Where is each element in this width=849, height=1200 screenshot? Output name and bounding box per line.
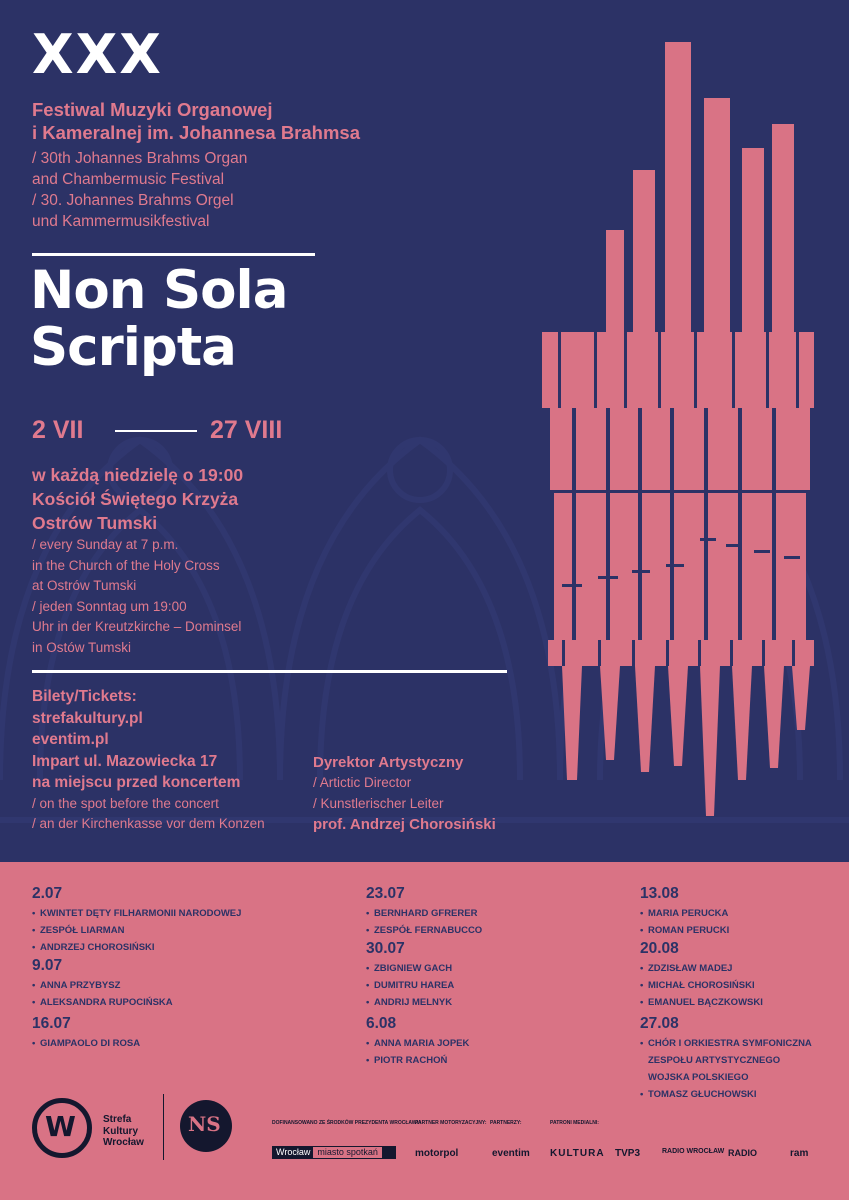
logo-separator <box>163 1094 164 1160</box>
sponsors-footer <box>0 1090 849 1200</box>
program-column-1: 2.07 • KWINTET DĘTY FILHARMONII NARODOWEJ • ZESPÓŁ LIARMAN • ANDRZEJ CHOROSIŃSKI 9.07 • ANNA PRZYBYSZ • ALEKSANDRA RUPOCIŃSKA 16.07 • GIAMPAOLO DI ROSA <box>32 884 241 1052</box>
radio-kultura-logo: RADIO <box>728 1148 757 1158</box>
main-title: Non Sola Scripta <box>30 260 288 378</box>
ram-logo: ram <box>790 1148 809 1159</box>
label-media-patrons: PATRONI MEDIALNI: <box>550 1120 599 1126</box>
label-partners: PARTNERZY: <box>490 1120 522 1126</box>
date-range-line <box>115 430 197 432</box>
tvp3-logo: TVP3 <box>615 1148 641 1159</box>
festival-header <box>32 23 592 232</box>
organ-pipes-illustration <box>520 30 830 860</box>
festival-name-pl: Festiwal Muzyki Organowej i Kameralnej im. Johannesa Brahmsa <box>32 99 360 143</box>
divider-middle <box>32 670 507 673</box>
link-eventim[interactable]: eventim.pl <box>32 731 109 748</box>
motorpol-logo: motorpol <box>415 1148 459 1159</box>
date-end: 27 VIII <box>210 416 283 444</box>
date-start: 2 VII <box>32 416 84 444</box>
program-column-3: 13.08 • MARIA PERUCKA • ROMAN PERUCKI 20.08 • ZDZISŁAW MADEJ • MICHAŁ CHOROSIŃSKI • EMANUEL BĄCZKOWSKI 27.08 • CHÓR I ORKIESTRA SYMFONICZNA ZESPOŁU ARTYSTYCZNEGO WOJSKA POLSKIEGO • TOMASZ GŁUCHOWSKI <box>640 884 812 1103</box>
strefa-kultury-wordmark: Strefa Kultury Wrocław <box>103 1114 144 1148</box>
tickets-info: Bilety/Tickets: strefakultury.pl eventim.pl Impart ul. Mazowiecka 17 na miejscu przed koncertem / on the spot before the concert / an der Kirchenkasse vor dem Konzen <box>32 686 312 835</box>
eventim-logo: eventim <box>492 1148 530 1159</box>
tvp-kultura-logo: KULTURA <box>550 1148 605 1159</box>
festival-name-translations: / 30th Johannes Brahms Organ and Chambermusic Festival / 30. Johannes Brahms Orgel und Kammermusikfestival <box>32 150 248 230</box>
wroclaw-logo: Wrocław miasto spotkań <box>272 1146 396 1159</box>
radio-wroclaw-logo: RADIO WROCŁAW <box>662 1148 725 1155</box>
venue-info: w każdą niedzielę o 19:00 Kościół Świętego Krzyża Ostrów Tumski / every Sunday at 7 p.m. in the Church of the Holy Cross at Ostrów Tumski / jeden Sonntag um 19:00 Uhr in der Kreutzkirche – Dominsel in Ostów Tumski <box>32 465 244 655</box>
strefa-kultury-w-icon: W <box>45 1110 76 1143</box>
edition-number: XXX <box>32 23 163 86</box>
artistic-director: Dyrektor Artystyczny / Artictic Director / Kunstlerischer Leiter prof. Andrzej Chorosiński <box>313 754 496 833</box>
label-motor-partner: PARTNER MOTORYZACYJNY: <box>415 1120 487 1126</box>
program-column-2: 23.07 • BERNHARD GFRERER • ZESPÓŁ FERNABUCCO 30.07 • ZBIGNIEW GACH • DUMITRU HAREA • ANDRIJ MELNYK 6.08 • ANNA MARIA JOPEK • PIOTR RACHOŃ <box>366 884 482 1069</box>
label-funding: DOFINANSOWANO ZE ŚRODKÓW PREZYDENTA WROCŁAWIA <box>272 1120 422 1126</box>
link-strefakultury[interactable]: strefakultury.pl <box>32 709 143 727</box>
divider-top <box>32 253 315 256</box>
ns-logo-text: NS <box>188 1112 221 1136</box>
